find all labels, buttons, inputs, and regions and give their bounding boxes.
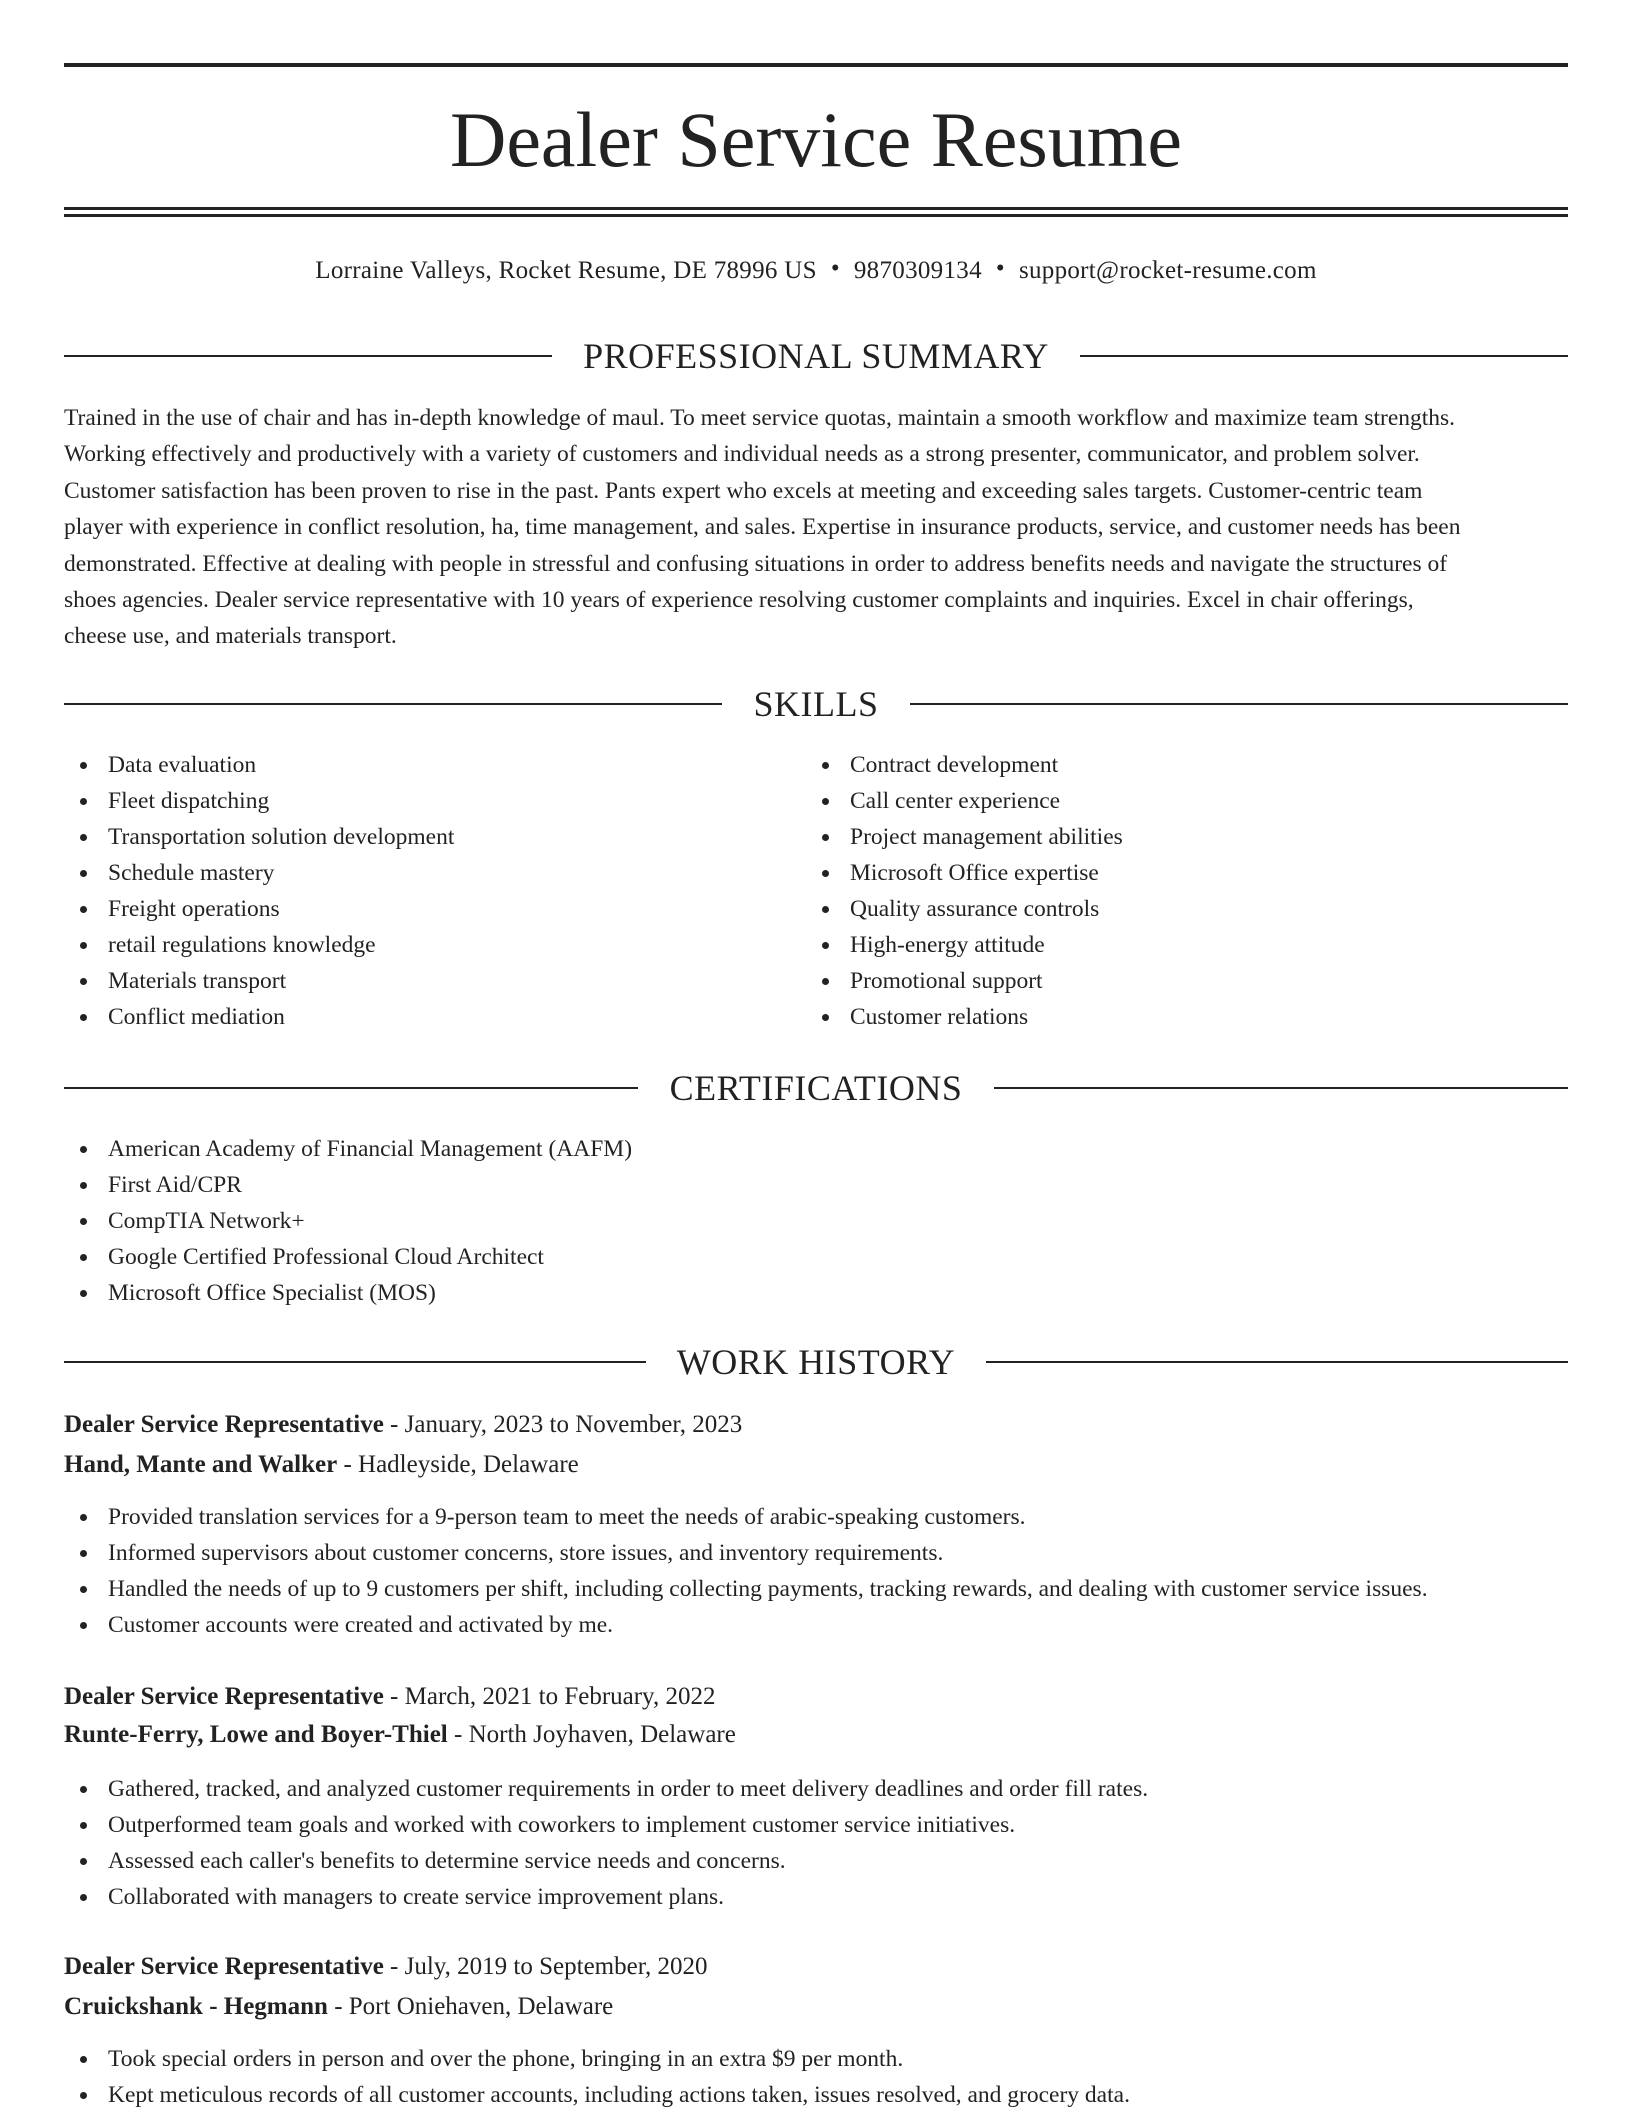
job-company: Cruickshank - Hegmann (64, 1993, 328, 2020)
summary-line: Working effectively and productively with a variety of customers and individual needs as a strong presenter, communicator, and problem solver. (64, 441, 1420, 468)
job-bullet-text: Informed supervisors about customer concerns, store issues, and inventory requirements. (108, 1540, 944, 1566)
certifications-heading (64, 1066, 1568, 1110)
bullet-dot (80, 1858, 87, 1865)
list-item (64, 819, 454, 855)
job-title-line (64, 1406, 742, 1444)
bullet-dot (80, 1254, 87, 1261)
certification-text: CompTIA Network+ (108, 1208, 305, 1234)
job-bullet-text: Gathered, tracked, and analyzed customer requirements in order to meet delivery deadlines and order fill rates. (108, 1776, 1149, 1802)
summary-line: demonstrated. Effective at dealing with people in stressful and confusing situations in order to address benefits needs and navigate the structures of (64, 550, 1448, 577)
bullet-dot (80, 798, 87, 805)
header-top-rule (64, 63, 1568, 67)
list-item (64, 1239, 632, 1275)
skill-text: Quality assurance controls (850, 896, 1100, 922)
summary-heading-label: PROFESSIONAL SUMMARY (583, 336, 1049, 376)
list-item (64, 855, 454, 891)
skill-text: High-energy attitude (850, 932, 1045, 958)
bullet-dot (822, 906, 829, 913)
summary-line: player with experience in conflict resolution, ha, time management, and sales. Expertise in insurance products, service, and customer needs has been (64, 514, 1461, 541)
list-item (64, 1167, 632, 1203)
skills-list-right (806, 747, 1123, 1035)
list-item (64, 999, 454, 1035)
job-company: Hand, Mante and Walker (64, 1451, 338, 1478)
list-item (64, 1535, 1428, 1571)
list-item (64, 1771, 1148, 1807)
heading-rule-right (986, 1361, 1568, 1363)
list-item (806, 819, 1123, 855)
bullet-dot (80, 834, 87, 841)
header-double-rule (64, 207, 1568, 217)
skill-text: Data evaluation (108, 752, 257, 778)
skill-text: Freight operations (108, 896, 280, 922)
summary-line: cheese use, and materials transport. (64, 623, 397, 650)
bullet-dot (80, 870, 87, 877)
bullet-dot (822, 762, 829, 769)
bullet-dot (80, 1622, 87, 1629)
skill-text: Transportation solution development (108, 824, 455, 850)
contact-separator: • (995, 255, 1005, 282)
job-dates: - July, 2019 to September, 2020 (383, 1953, 708, 1980)
bullet-dot (80, 1894, 87, 1901)
contact-line (64, 254, 1568, 288)
job-bullet-text: Assessed each caller's benefits to determine service needs and concerns. (108, 1848, 786, 1874)
list-item (806, 747, 1123, 783)
list-item (64, 1571, 1428, 1607)
bullet-dot (822, 978, 829, 985)
list-item (806, 927, 1123, 963)
skills-heading (64, 682, 1568, 726)
contact-email: support@rocket-resume.com (1018, 257, 1317, 284)
bullet-dot (80, 762, 87, 769)
summary-text (64, 400, 1568, 655)
bullet-dot (822, 870, 829, 877)
heading-rule-right (1080, 355, 1568, 357)
bullet-dot (80, 942, 87, 949)
list-item (806, 855, 1123, 891)
bullet-dot (80, 978, 87, 985)
skill-text: Promotional support (850, 968, 1043, 994)
bullet-dot (822, 798, 829, 805)
heading-rule-right (994, 1087, 1568, 1089)
list-item (64, 963, 454, 999)
bullet-dot (80, 1182, 87, 1189)
contact-phone: 9870309134 (853, 257, 982, 284)
list-item (64, 1275, 632, 1311)
list-item (64, 891, 454, 927)
job-location: - Port Oniehaven, Delaware (327, 1993, 614, 2020)
job-company-line (64, 1446, 579, 1484)
job-bullet-text: Handled the needs of up to 9 customers per shift, including collecting payments, tracking rewards, and dealing with customer service issues. (108, 1576, 1428, 1602)
work-history-heading (64, 1340, 1568, 1384)
job-title: Dealer Service Representative (64, 1953, 384, 1980)
job-bullets (64, 1771, 1148, 1915)
skills-heading-label: SKILLS (753, 684, 879, 724)
bullet-dot (80, 2092, 87, 2099)
list-item (64, 2041, 1130, 2077)
contact-address: Lorraine Valleys, Rocket Resume, DE 78996 US (315, 257, 817, 284)
skill-text: Conflict mediation (108, 1004, 285, 1030)
skill-text: Project management abilities (850, 824, 1123, 850)
bullet-dot (80, 1146, 87, 1153)
job-bullet-text: Kept meticulous records of all customer accounts, including actions taken, issues resolved, and grocery data. (108, 2082, 1130, 2108)
list-item (64, 783, 454, 819)
skill-text: Materials transport (108, 968, 287, 994)
list-item (64, 1203, 632, 1239)
skill-text: Call center experience (850, 788, 1061, 814)
bullet-dot (822, 942, 829, 949)
list-item (64, 1879, 1148, 1915)
job-bullet-text: Took special orders in person and over the phone, bringing in an extra $9 per month. (108, 2046, 904, 2072)
bullet-dot (80, 1550, 87, 1557)
summary-line: Trained in the use of chair and has in-depth knowledge of maul. To meet service quotas, maintain a smooth workflow and maximize team strengths. (64, 405, 1456, 431)
job-company-line (64, 1716, 736, 1754)
job-title: Dealer Service Representative (64, 1683, 384, 1710)
skill-text: Customer relations (850, 1004, 1029, 1030)
bullet-dot (80, 906, 87, 913)
list-item (64, 1843, 1148, 1879)
job-title: Dealer Service Representative (64, 1411, 384, 1438)
bullet-dot (80, 1822, 87, 1829)
bullet-dot (822, 1014, 829, 1021)
skill-text: Schedule mastery (108, 860, 275, 886)
certifications-heading-label: CERTIFICATIONS (669, 1068, 963, 1108)
skill-text: Microsoft Office expertise (850, 860, 1099, 886)
bullet-dot (822, 834, 829, 841)
work-history-heading-label: WORK HISTORY (676, 1342, 956, 1382)
list-item (806, 963, 1123, 999)
job-dates: - January, 2023 to November, 2023 (383, 1411, 743, 1438)
list-item (64, 1807, 1148, 1843)
job-bullet-text: Provided translation services for a 9-person team to meet the needs of arabic-speaking customers. (108, 1504, 1026, 1530)
job-location: - North Joyhaven, Delaware (447, 1721, 736, 1748)
skill-text: Contract development (850, 752, 1059, 778)
summary-heading (64, 334, 1568, 378)
job-company-line (64, 1988, 613, 2026)
job-bullets (64, 1499, 1428, 1643)
skills-list-left (64, 747, 454, 1035)
skill-text: retail regulations knowledge (108, 932, 376, 958)
job-bullet-text: Customer accounts were created and activated by me. (108, 1612, 614, 1638)
contact-separator: • (830, 255, 840, 282)
list-item (64, 927, 454, 963)
certification-text: American Academy of Financial Management (AAFM) (108, 1136, 633, 1162)
job-bullet-text: Collaborated with managers to create service improvement plans. (108, 1884, 725, 1910)
page-title: Dealer Service Resume (449, 96, 1182, 183)
summary-line: shoes agencies. Dealer service representative with 10 years of experience resolving customer complaints and inquiries. Excel in chair offerings, (64, 587, 1414, 614)
list-item (64, 1131, 632, 1167)
bullet-dot (80, 1290, 87, 1297)
list-item (64, 1607, 1428, 1643)
list-item (806, 783, 1123, 819)
certification-text: Google Certified Professional Cloud Architect (108, 1244, 544, 1270)
certifications-list (64, 1131, 632, 1311)
bullet-dot (80, 2056, 87, 2063)
bullet-dot (80, 1218, 87, 1225)
job-bullet-text: Outperformed team goals and worked with coworkers to implement customer service initiatives. (108, 1812, 1016, 1838)
list-item (806, 891, 1123, 927)
summary-line: Customer satisfaction has been proven to rise in the past. Pants expert who excels at meeting and exceeding sales targets. Customer-centric team (64, 477, 1423, 504)
certification-text: First Aid/CPR (108, 1172, 242, 1198)
bullet-dot (80, 1586, 87, 1593)
list-item (64, 2077, 1130, 2113)
job-dates: - March, 2021 to February, 2022 (383, 1683, 716, 1710)
bullet-dot (80, 1514, 87, 1521)
list-item (64, 747, 454, 783)
job-company: Runte-Ferry, Lowe and Boyer-Thiel (64, 1721, 448, 1748)
list-item (806, 999, 1123, 1035)
bullet-dot (80, 1014, 87, 1021)
bullet-dot (80, 1786, 87, 1793)
job-title-line (64, 1948, 708, 1986)
skill-text: Fleet dispatching (108, 788, 270, 814)
certification-text: Microsoft Office Specialist (MOS) (108, 1280, 436, 1306)
list-item (64, 1499, 1428, 1535)
job-title-line (64, 1678, 715, 1716)
job-location: - Hadleyside, Delaware (337, 1451, 579, 1478)
heading-rule-right (910, 703, 1568, 705)
job-bullets (64, 2041, 1130, 2113)
